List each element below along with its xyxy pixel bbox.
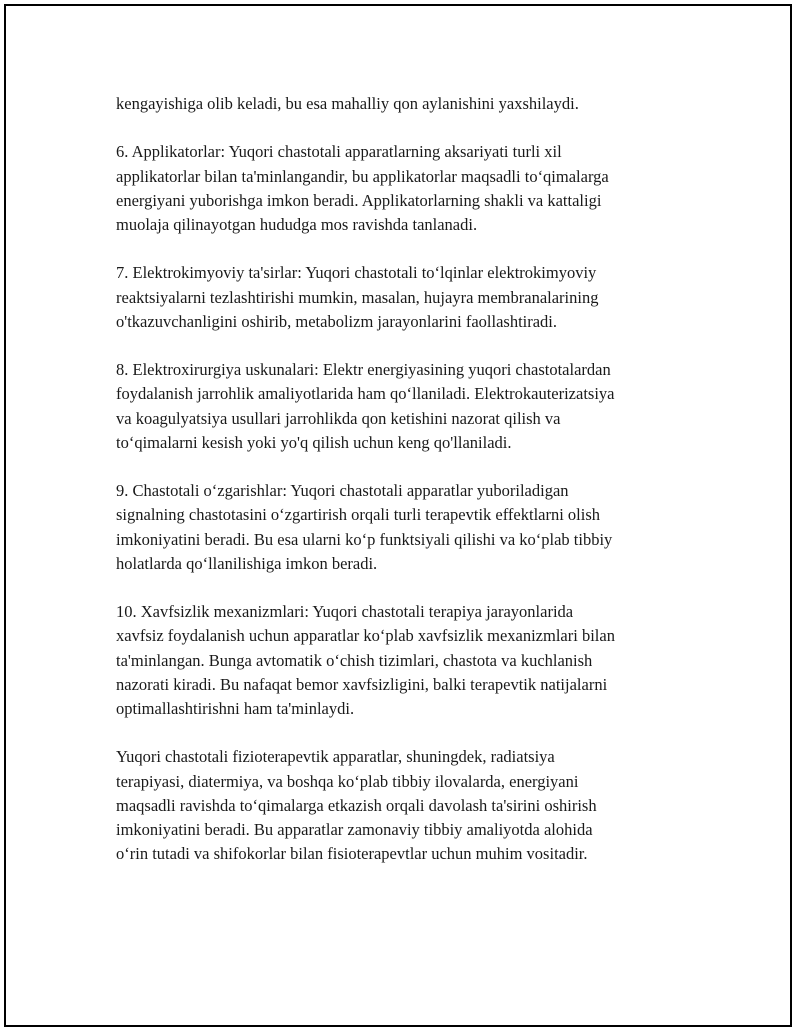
text-line: holatlarda qo‘llanilishiga imkon beradi. (116, 553, 378, 573)
text-line: maqsadli ravishda to‘qimalarga etkazish orqali davolash ta'sirini oshirish (116, 795, 597, 815)
text-line: Yuqori chastotali fizioterapevtik apparatlar, shuningdek, radiatsiya (116, 747, 555, 767)
text-line: o‘rin tutadi va shifokorlar bilan fisioterapevtlar uchun muhim vositadir. (116, 844, 588, 864)
text-line: imkoniyatini beradi. Bu esa ularni ko‘p funktsiyali qilishi va ko‘plab tibbiy (116, 529, 613, 549)
text-line: 7. Elektrokimyoviy ta'sirlar: Yuqori chastotali to‘lqinlar elektrokimyoviy (116, 263, 597, 283)
paragraph-electrochemical (116, 261, 686, 334)
text-line: 9. Chastotali o‘zgarishlar: Yuqori chastotali apparatlar yuboriladigan (116, 481, 569, 501)
text-line: signalning chastotasini o‘zgartirish orqali turli terapevtik effektlarni olish (116, 505, 601, 525)
text-line: imkoniyatini beradi. Bu apparatlar zamonaviy tibbiy amaliyotda alohida (116, 820, 593, 839)
text-line: va koagulyatsiya usullari jarrohlikda qon ketishini nazorat qilish va (116, 408, 561, 428)
text-line: optimallashtirishni ham ta'minlaydi. (116, 699, 355, 718)
paragraph-electrosurgery (116, 358, 686, 455)
text-line: muolaja qilinayotgan hududga mos ravishda tanlanadi. (116, 215, 478, 234)
text-line: terapiyasi, diatermiya, va boshqa ko‘plab tibbiy ilovalarda, energiyani (116, 771, 579, 791)
paragraph-conclusion (116, 745, 686, 866)
paragraph-applicators (116, 140, 686, 237)
paragraph-intro (116, 92, 686, 116)
text-line: ta'minlangan. Bunga avtomatik o‘chish tizimlari, chastota va kuchlanish (116, 650, 593, 670)
paragraph-safety-mechanisms (116, 600, 686, 721)
text-line: to‘qimalarni kesish yoki yo'q qilish uchun keng qo'llaniladi. (116, 432, 512, 452)
text-line: energiyani yuborishga imkon beradi. Applikatorlarning shakli va kattaligi (116, 190, 602, 210)
text-line: 10. Xavfsizlik mexanizmlari: Yuqori chastotali terapiya jarayonlarida (116, 602, 574, 622)
document-body (116, 92, 686, 891)
paragraph-frequency-changes (116, 479, 686, 576)
text-line: kengayishiga olib keladi, bu esa mahalliy qon aylanishini yaxshilaydi. (116, 94, 579, 113)
text-line: reaktsiyalarni tezlashtirishi mumkin, masalan, hujayra membranalarining (116, 287, 599, 307)
text-line: nazorati kiradi. Bu nafaqat bemor xavfsizligini, balki terapevtik natijalarni (116, 674, 608, 694)
text-line: 8. Elektroxirurgiya uskunalari: Elektr energiyasining yuqori chastotalardan (116, 360, 611, 380)
text-line: 6. Applikatorlar: Yuqori chastotali apparatlarning aksariyati turli xil (116, 142, 562, 162)
text-line: o'tkazuvchanligini oshirib, metabolizm jarayonlarini faollashtiradi. (116, 311, 558, 331)
text-line: applikatorlar bilan ta'minlangandir, bu applikatorlar maqsadli to‘qimalarga (116, 166, 609, 186)
text-line: xavfsiz foydalanish uchun apparatlar ko‘plab xavfsizlik mexanizmlari bilan (116, 626, 615, 646)
text-line: foydalanish jarrohlik amaliyotlarida ham qo‘llaniladi. Elektrokauterizatsiya (116, 384, 615, 404)
